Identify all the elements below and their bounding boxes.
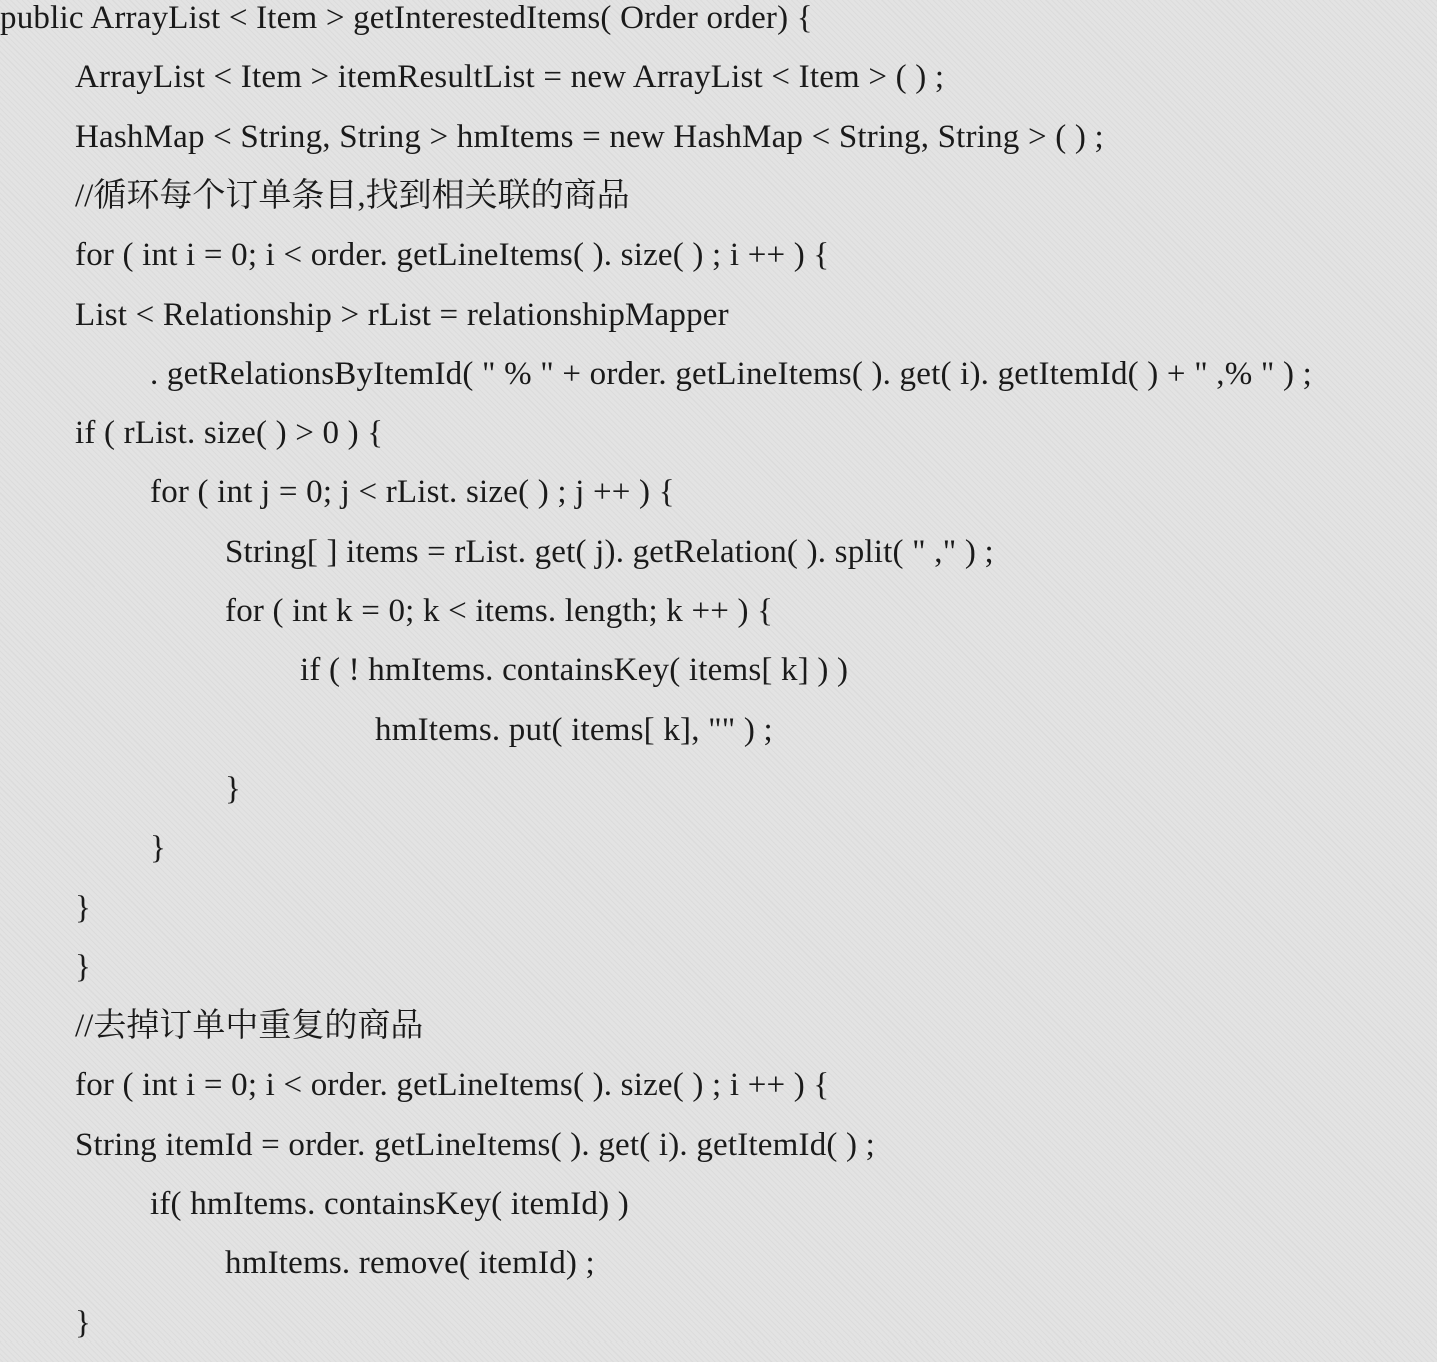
code-line: if ( rList. size( ) > 0 ) {	[75, 415, 384, 452]
code-line: for ( int j = 0; j < rList. size( ) ; j ++ ) {	[150, 474, 675, 511]
code-line: . getRelationsByItemId( " % " + order. getLineItems( ). get( i). getItemId( ) + " ,% " ) ;	[150, 355, 1313, 392]
code-line: if ( ! hmItems. containsKey( items[ k] ) )	[300, 652, 849, 689]
code-line: ArrayList < Item > itemResultList = new ArrayList < Item > ( ) ;	[75, 59, 945, 96]
code-line: String itemId = order. getLineItems( ). get( i). getItemId( ) ;	[75, 1126, 876, 1163]
code-line: hmItems. put( items[ k], "" ) ;	[375, 711, 773, 748]
code-line: for ( int i = 0; i < order. getLineItems( ). size( ) ; i ++ ) {	[75, 1067, 830, 1104]
code-line: public ArrayList < Item > getInterestedItems( Order order) {	[0, 0, 813, 36]
code-line: String[ ] items = rList. get( j). getRelation( ). split( " ," ) ;	[225, 533, 994, 570]
code-line: }	[225, 770, 242, 807]
code-line: }	[75, 1304, 92, 1341]
code-line: hmItems. remove( itemId) ;	[225, 1245, 595, 1282]
code-line: if( hmItems. containsKey( itemId) )	[150, 1186, 629, 1222]
code-line: List < Relationship > rList = relationshipMapper	[75, 296, 729, 333]
code-comment-line: //去掉订单中重复的商品	[75, 1008, 424, 1045]
code-comment-line: //循环每个订单条目,找到相关联的商品	[75, 177, 630, 214]
code-line: }	[150, 830, 167, 867]
code-line: for ( int i = 0; i < order. getLineItems( ). size( ) ; i ++ ) {	[75, 237, 830, 274]
code-line: HashMap < String, String > hmItems = new HashMap < String, String > ( ) ;	[75, 118, 1104, 155]
code-line: }	[75, 889, 92, 926]
code-line: for ( int k = 0; k < items. length; k ++ ) {	[225, 593, 774, 629]
code-line: }	[75, 948, 92, 985]
